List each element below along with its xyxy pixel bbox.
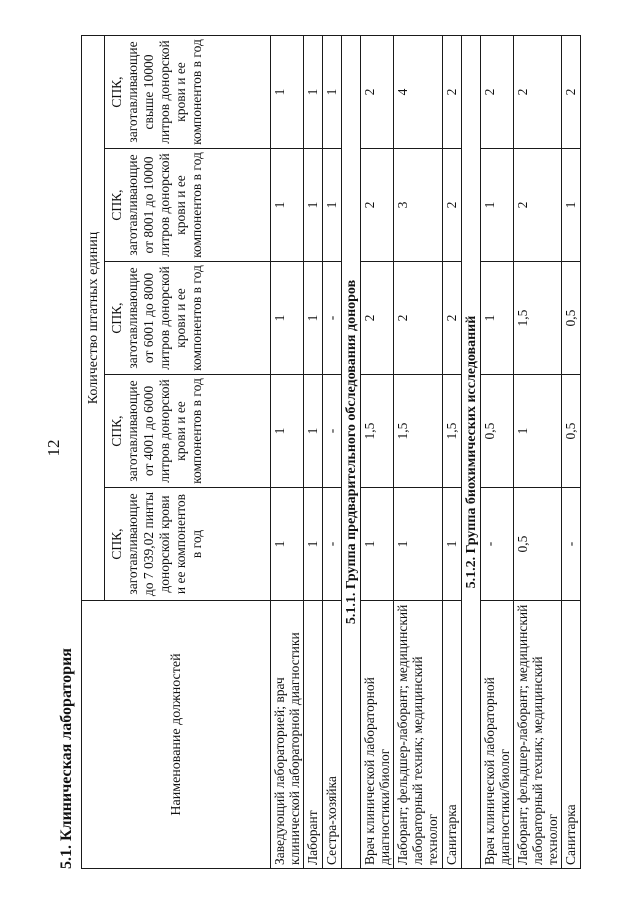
value-cell: 1 [394, 488, 443, 601]
value-cell: 1 [323, 149, 342, 262]
value-cell: 0,5 [562, 375, 581, 488]
column-header: СПК, заготавливающие от 4001 до 6000 литров донорской крови и ее компонентов в год [105, 375, 271, 488]
value-cell: - [323, 375, 342, 488]
value-cell: 1 [323, 36, 342, 149]
value-cell: 2 [481, 36, 514, 149]
column-header: СПК, заготавливающие до 7 039,02 пинты донорской крови и ее компонентов в год [105, 488, 271, 601]
position-name: Лаборант; фельдшер-лаборант; медицинский лабораторный техник; медицинский технолог [514, 601, 562, 869]
value-cell: 2 [443, 149, 462, 262]
position-name: Лаборант; фельдшер-лаборант; медицинский лабораторный техник; медицинский технолог [394, 601, 443, 869]
table-row [304, 36, 323, 869]
value-cell: 1 [304, 149, 323, 262]
value-cell: 2 [514, 149, 562, 262]
position-name: Заведующий лабораторией; врач клинической лабораторной диагностики [271, 601, 304, 869]
value-cell: 1,5 [443, 375, 462, 488]
value-cell: 1 [304, 375, 323, 488]
rotated-content [55, 35, 585, 869]
value-cell: 1 [271, 375, 304, 488]
column-header: СПК, заготавливающие от 8001 до 10000 литров донорской крови и ее компонентов в год [105, 149, 271, 262]
value-cell: - [481, 488, 514, 601]
value-cell: 1 [271, 36, 304, 149]
table-row [481, 36, 514, 869]
value-cell: 4 [394, 36, 443, 149]
value-cell: 1 [514, 375, 562, 488]
value-cell: 3 [394, 149, 443, 262]
value-cell: 2 [443, 36, 462, 149]
value-cell: 1 [443, 488, 462, 601]
value-cell: 1 [304, 36, 323, 149]
table-row [271, 36, 304, 869]
table-row [394, 36, 443, 869]
value-cell: 0,5 [481, 375, 514, 488]
column-header: СПК, заготавливающие свыше 10000 литров донорской крови и ее компонентов в год [105, 36, 271, 149]
value-cell: - [323, 488, 342, 601]
value-cell: 1 [271, 149, 304, 262]
page-number: 12 [44, 439, 63, 457]
value-cell: 1,5 [361, 375, 394, 488]
value-cell: 1 [562, 149, 581, 262]
position-name: Санитарка [562, 601, 581, 869]
value-cell: 1 [271, 488, 304, 601]
value-cell: 1 [481, 262, 514, 375]
value-cell: 1 [481, 149, 514, 262]
table-row [443, 36, 462, 869]
value-cell: 1 [304, 262, 323, 375]
value-cell: 2 [443, 262, 462, 375]
position-name: Врач клинической лабораторной диагностики/биолог [481, 601, 514, 869]
column-header: СПК, заготавливающие от 6001 до 8000 литров донорской крови и ее компонентов в год [105, 262, 271, 375]
value-cell: 1,5 [394, 375, 443, 488]
value-cell: 0,5 [562, 262, 581, 375]
subsection-title: 5.1.1. Группа предварительного обследования доноров [342, 36, 361, 869]
table-row [562, 36, 581, 869]
position-name: Врач клинической лабораторной диагностики/биолог [361, 601, 394, 869]
table-row [361, 36, 394, 869]
value-cell: 2 [361, 149, 394, 262]
staffing-table [81, 35, 581, 869]
name-column-header: Наименование должностей [82, 601, 271, 869]
value-cell: 2 [514, 36, 562, 149]
position-name: Сестра-хозяйка [323, 601, 342, 869]
value-cell: - [562, 488, 581, 601]
position-name: Лаборант [304, 601, 323, 869]
value-cell: - [323, 262, 342, 375]
value-cell: 1 [304, 488, 323, 601]
quantity-header: Количество штатных единиц [82, 36, 105, 601]
value-cell: 1 [361, 488, 394, 601]
subsection-title: 5.1.2. Группа биохимических исследований [462, 36, 481, 869]
value-cell: 2 [361, 36, 394, 149]
value-cell: 2 [394, 262, 443, 375]
value-cell: 2 [562, 36, 581, 149]
table-row [514, 36, 562, 869]
value-cell: 2 [361, 262, 394, 375]
section-title: 5.1. Клиническая лаборатория [58, 648, 75, 869]
value-cell: 1 [271, 262, 304, 375]
position-name: Санитарка [443, 601, 462, 869]
value-cell: 1,5 [514, 262, 562, 375]
value-cell: 0,5 [514, 488, 562, 601]
table-row [323, 36, 342, 869]
